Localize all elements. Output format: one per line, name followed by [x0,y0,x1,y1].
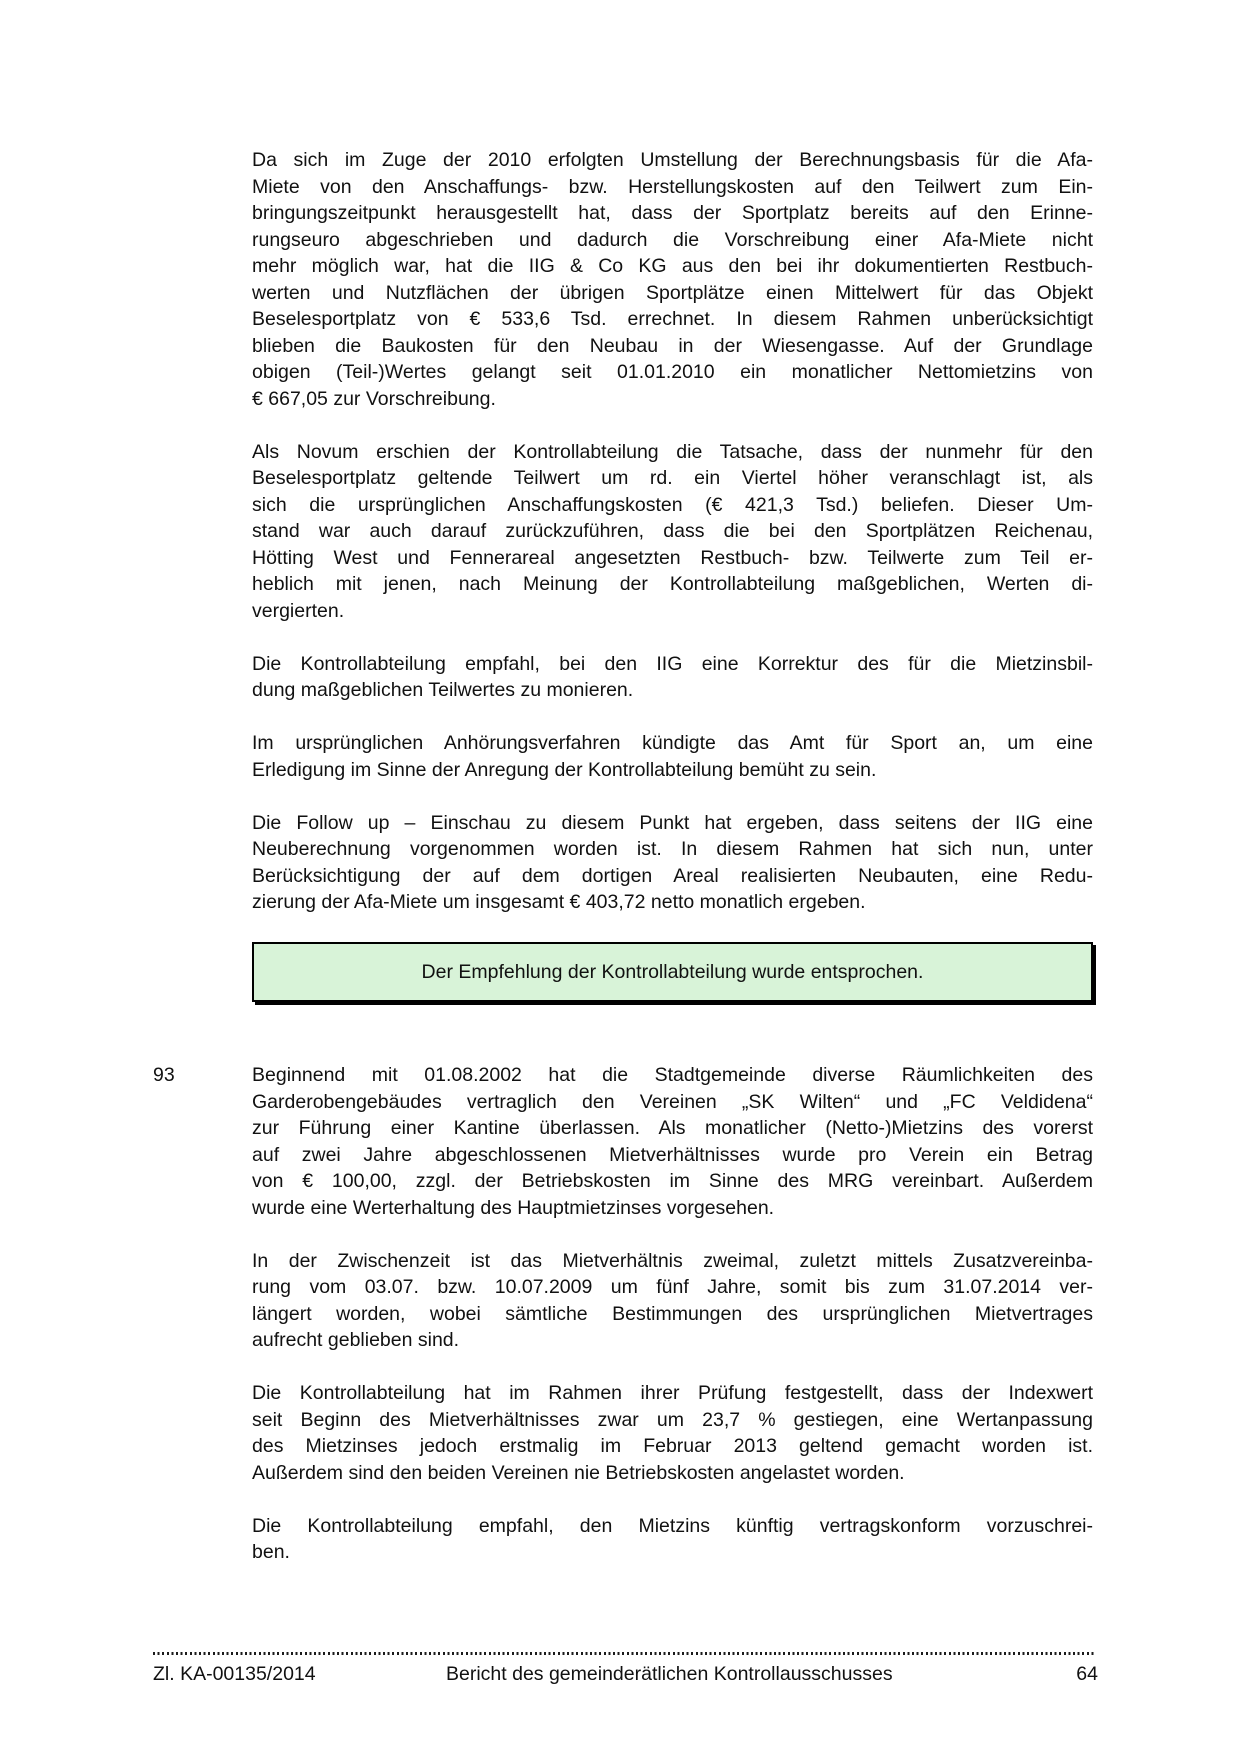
recommendation-text: Der Empfehlung der Kontrollabteilung wurde entsprochen. [421,960,924,983]
text-line: zur Führung einer Kantine überlassen. Als monatlicher (Netto-)Mietzins des vorerst [252,1117,1093,1139]
text-line: Beselesportplatz geltende Teilwert um rd. ein Viertel höher veranschlagt ist, als [252,467,1093,489]
text-line: € 667,05 zur Vorschreibung. [252,387,496,410]
text-line: heblich mit jenen, nach Meinung der Kontrollabteilung maßgeblichen, Werten di- [252,573,1093,595]
text-line: Außerdem sind den beiden Vereinen nie Betriebskosten angelastet worden. [252,1461,905,1484]
paragraph [252,810,1093,916]
paragraph [252,1248,1093,1354]
text-line: obigen (Teil-)Wertes gelangt seit 01.01.2010 ein monatlicher Nettomietzins von [252,361,1093,383]
paragraph [252,439,1093,625]
text-line: rung vom 03.07. bzw. 10.07.2009 um fünf Jahre, somit bis zum 31.07.2014 ver- [252,1276,1093,1298]
text-line: werten und Nutzflächen der übrigen Sportplätze einen Mittelwert für das Objekt [252,281,1093,304]
text-line: rungseuro abgeschrieben und dadurch die Vorschreibung einer Afa-Miete nicht [252,228,1093,251]
document-body [153,147,1093,1592]
text-line: Berücksichtigung der auf dem dortigen Areal realisierten Neubauten, eine Redu- [252,864,1093,887]
text-line: seit Beginn des Mietverhältnisses zwar um 23,7 % gestiegen, eine Wertanpassung [252,1408,1093,1431]
text-line: Da sich im Zuge der 2010 erfolgten Umstellung der Berechnungsbasis für die Afa- [252,149,1093,171]
text-line: mehr möglich war, hat die IIG & Co KG aus den bei ihr dokumentierten Restbuch- [252,255,1093,277]
text-line: sich die ursprünglichen Anschaffungskosten (€ 421,3 Tsd.) beliefen. Dieser Um- [252,493,1093,516]
text-line: Beselesportplatz von € 533,6 Tsd. errechnet. In diesem Rahmen unberücksichtigt [252,308,1093,330]
paragraph [252,651,1093,704]
text-line: Neuberechnung vorgenommen worden ist. In diesem Rahmen hat sich nun, unter [252,838,1093,860]
text-line: längert worden, wobei sämtliche Bestimmungen des ursprünglichen Mietvertrages [252,1302,1093,1325]
text-line: Als Novum erschien der Kontrollabteilung die Tatsache, dass der nunmehr für den [252,440,1093,463]
text-line: vergierten. [252,599,345,622]
text-line: Die Follow up – Einschau zu diesem Punkt hat ergeben, dass seitens der IIG eine [252,811,1093,834]
paragraph [252,1380,1093,1486]
text-line: Im ursprünglichen Anhörungsverfahren kündigte das Amt für Sport an, um eine [252,732,1093,754]
text-line: von € 100,00, zzgl. der Betriebskosten im Sinne des MRG vereinbart. Außerdem [252,1170,1093,1192]
footer-title: Bericht des gemeinderätlichen Kontrollausschusses [446,1663,893,1685]
footer-dotted-rule [153,1652,1094,1655]
text-line: ben. [252,1541,290,1563]
text-line: Die Kontrollabteilung hat im Rahmen ihrer Prüfung festgestellt, dass der Indexwert [252,1382,1093,1404]
text-line: Erledigung im Sinne der Anregung der Kontrollabteilung bemüht zu sein. [252,758,877,781]
text-line: dung maßgeblichen Teilwertes zu monieren. [252,679,634,701]
text-line: zierung der Afa-Miete um insgesamt € 403,72 netto monatlich ergeben. [252,891,866,913]
text-line: bringungszeitpunkt herausgestellt hat, dass der Sportplatz bereits auf den Erinne- [252,202,1093,224]
text-line: Garderobengebäudes vertraglich den Vereinen „SK Wilten“ und „FC Veldidena“ [252,1090,1093,1113]
text-line: auf zwei Jahre abgeschlossenen Mietverhältnisses wurde pro Verein ein Betrag [252,1143,1093,1166]
text-line: Miete von den Anschaffungs- bzw. Herstellungskosten auf den Teilwert zum Ein- [252,175,1093,198]
text-line: blieben die Baukosten für den Neubau in der Wiesengasse. Auf der Grundlage [252,334,1093,357]
section-paragraphs [252,1062,1093,1566]
paragraph [252,1513,1093,1566]
text-line: des Mietzinses jedoch erstmalig im Februar 2013 geltend gemacht worden ist. [252,1435,1093,1457]
footer-reference: Zl. KA-00135/2014 [153,1663,316,1685]
text-line: Hötting West und Fennerareal angesetzten Restbuch- bzw. Teilwerte zum Teil er- [252,546,1093,569]
text-line: Die Kontrollabteilung empfahl, den Mietzins künftig vertragskonform vorzuschrei- [252,1514,1093,1537]
section-93 [153,1062,1093,1566]
text-line: In der Zwischenzeit ist das Mietverhältnis zweimal, zuletzt mittels Zusatzvereinba- [252,1249,1093,1272]
text-line: aufrecht geblieben sind. [252,1329,460,1351]
text-line: Beginnend mit 01.08.2002 hat die Stadtgemeinde diverse Räumlichkeiten des [252,1064,1093,1086]
section-number: 93 [153,1064,175,1086]
text-line: Die Kontrollabteilung empfahl, bei den IIG eine Korrektur des für die Mietzinsbil- [252,652,1093,675]
paragraph [252,147,1093,412]
paragraph [252,730,1093,783]
recommendation-box [252,942,1093,1002]
text-line: wurde eine Werterhaltung des Hauptmietzinses vorgesehen. [252,1196,775,1219]
text-line: stand war auch darauf zurückzuführen, dass die bei den Sportplätzen Reichenau, [252,520,1093,542]
intro-paragraphs [252,147,1093,916]
footer-page-number: 64 [1076,1663,1098,1685]
paragraph [252,1062,1093,1221]
